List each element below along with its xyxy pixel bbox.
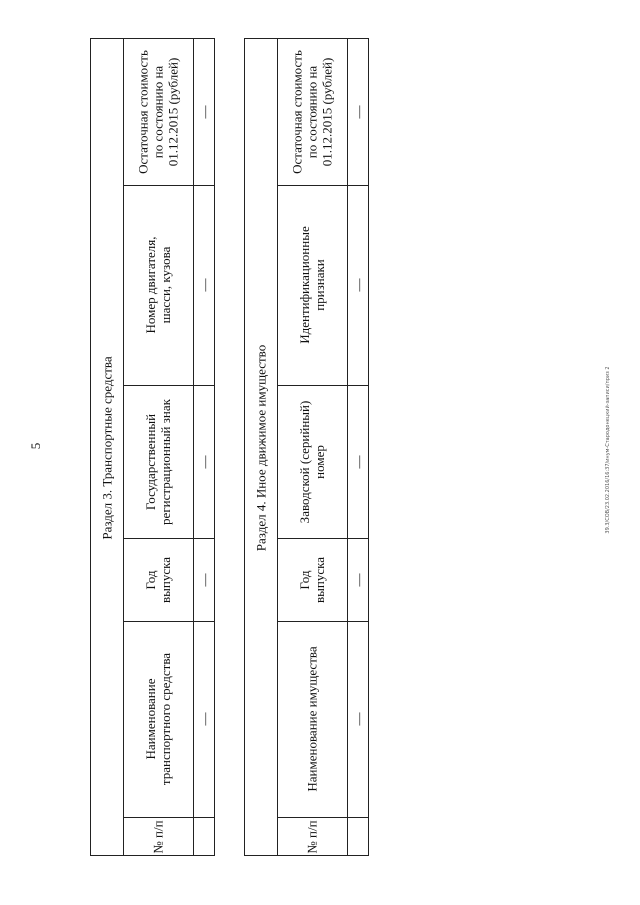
section3-header-name (123, 621, 193, 817)
section3-row-residual (193, 39, 216, 185)
section4-value-year: — (350, 573, 366, 586)
section3-title-cell (91, 39, 123, 857)
section4-title-cell (245, 39, 277, 857)
section4-header-num (277, 817, 347, 857)
section4-col-residual: Остаточная стоимость по состоянию на 01.12.2015 (рублей) (289, 50, 335, 174)
section4-table (244, 38, 369, 856)
section3-col-regnum: Государственный регистрационный знак (143, 398, 173, 525)
section4-value-serial: — (350, 455, 366, 468)
section3-header-residual (123, 39, 193, 185)
section3-value-engine: — (196, 278, 212, 292)
section3-value-year: — (196, 573, 212, 586)
section3-header-engine (123, 185, 193, 385)
section4-value-name: — (350, 712, 366, 726)
section4-row-serial (347, 385, 370, 538)
section4-header-serial (277, 385, 347, 538)
section4-header-ident (277, 185, 347, 385)
side-note (603, 40, 613, 860)
section4-header-residual (277, 39, 347, 185)
section4-row-ident (347, 185, 370, 385)
section4-col-num: № п/п (304, 820, 320, 854)
section4-value-residual: — (350, 105, 366, 119)
section4-col-ident: Идентификационные признаки (297, 226, 327, 344)
section4-row-name (347, 621, 370, 817)
section3-title: Раздел 3. Транспортные средства (99, 356, 115, 540)
section3-table (90, 38, 215, 856)
section3-col-num: № п/п (150, 820, 166, 854)
section3-row-name (193, 621, 216, 817)
section4-value-ident: — (350, 278, 366, 292)
section3-value-residual: — (196, 105, 212, 119)
section3-header-regnum (123, 385, 193, 538)
section3-col-year: Год выпуска (143, 556, 173, 603)
section3-row-regnum (193, 385, 216, 538)
section3-col-name: Наименование транспортного средства (143, 652, 173, 786)
section3-col-residual: Остаточная стоимость по состоянию на 01.12.2015 (рублей) (135, 50, 181, 174)
side-note-text: 39.3/СОВ/23.02.2016/16:37/инум-Стародонецкий-записи/приз 2 (605, 366, 611, 534)
section4-col-name: Наименование имущества (304, 646, 320, 792)
section3-row-num (193, 817, 216, 857)
section4-header-year (277, 538, 347, 621)
section4-title: Раздел 4. Иное движимое имущество (253, 344, 269, 552)
section3-header-num (123, 817, 193, 857)
section4-row-num (347, 817, 370, 857)
section3-row-engine (193, 185, 216, 385)
page-number: 5 (28, 442, 43, 450)
section4-col-serial: Заводской (серийный) номер (297, 400, 327, 523)
section3-header-year (123, 538, 193, 621)
section4-col-year: Год выпуска (297, 556, 327, 603)
section4-row-year (347, 538, 370, 621)
section3-value-regnum: — (196, 455, 212, 468)
section3-row-year (193, 538, 216, 621)
section3-value-name: — (196, 712, 212, 726)
section4-row-residual (347, 39, 370, 185)
section4-header-name (277, 621, 347, 817)
section3-col-engine: Номер двигателя, шасси, кузова (143, 236, 173, 334)
